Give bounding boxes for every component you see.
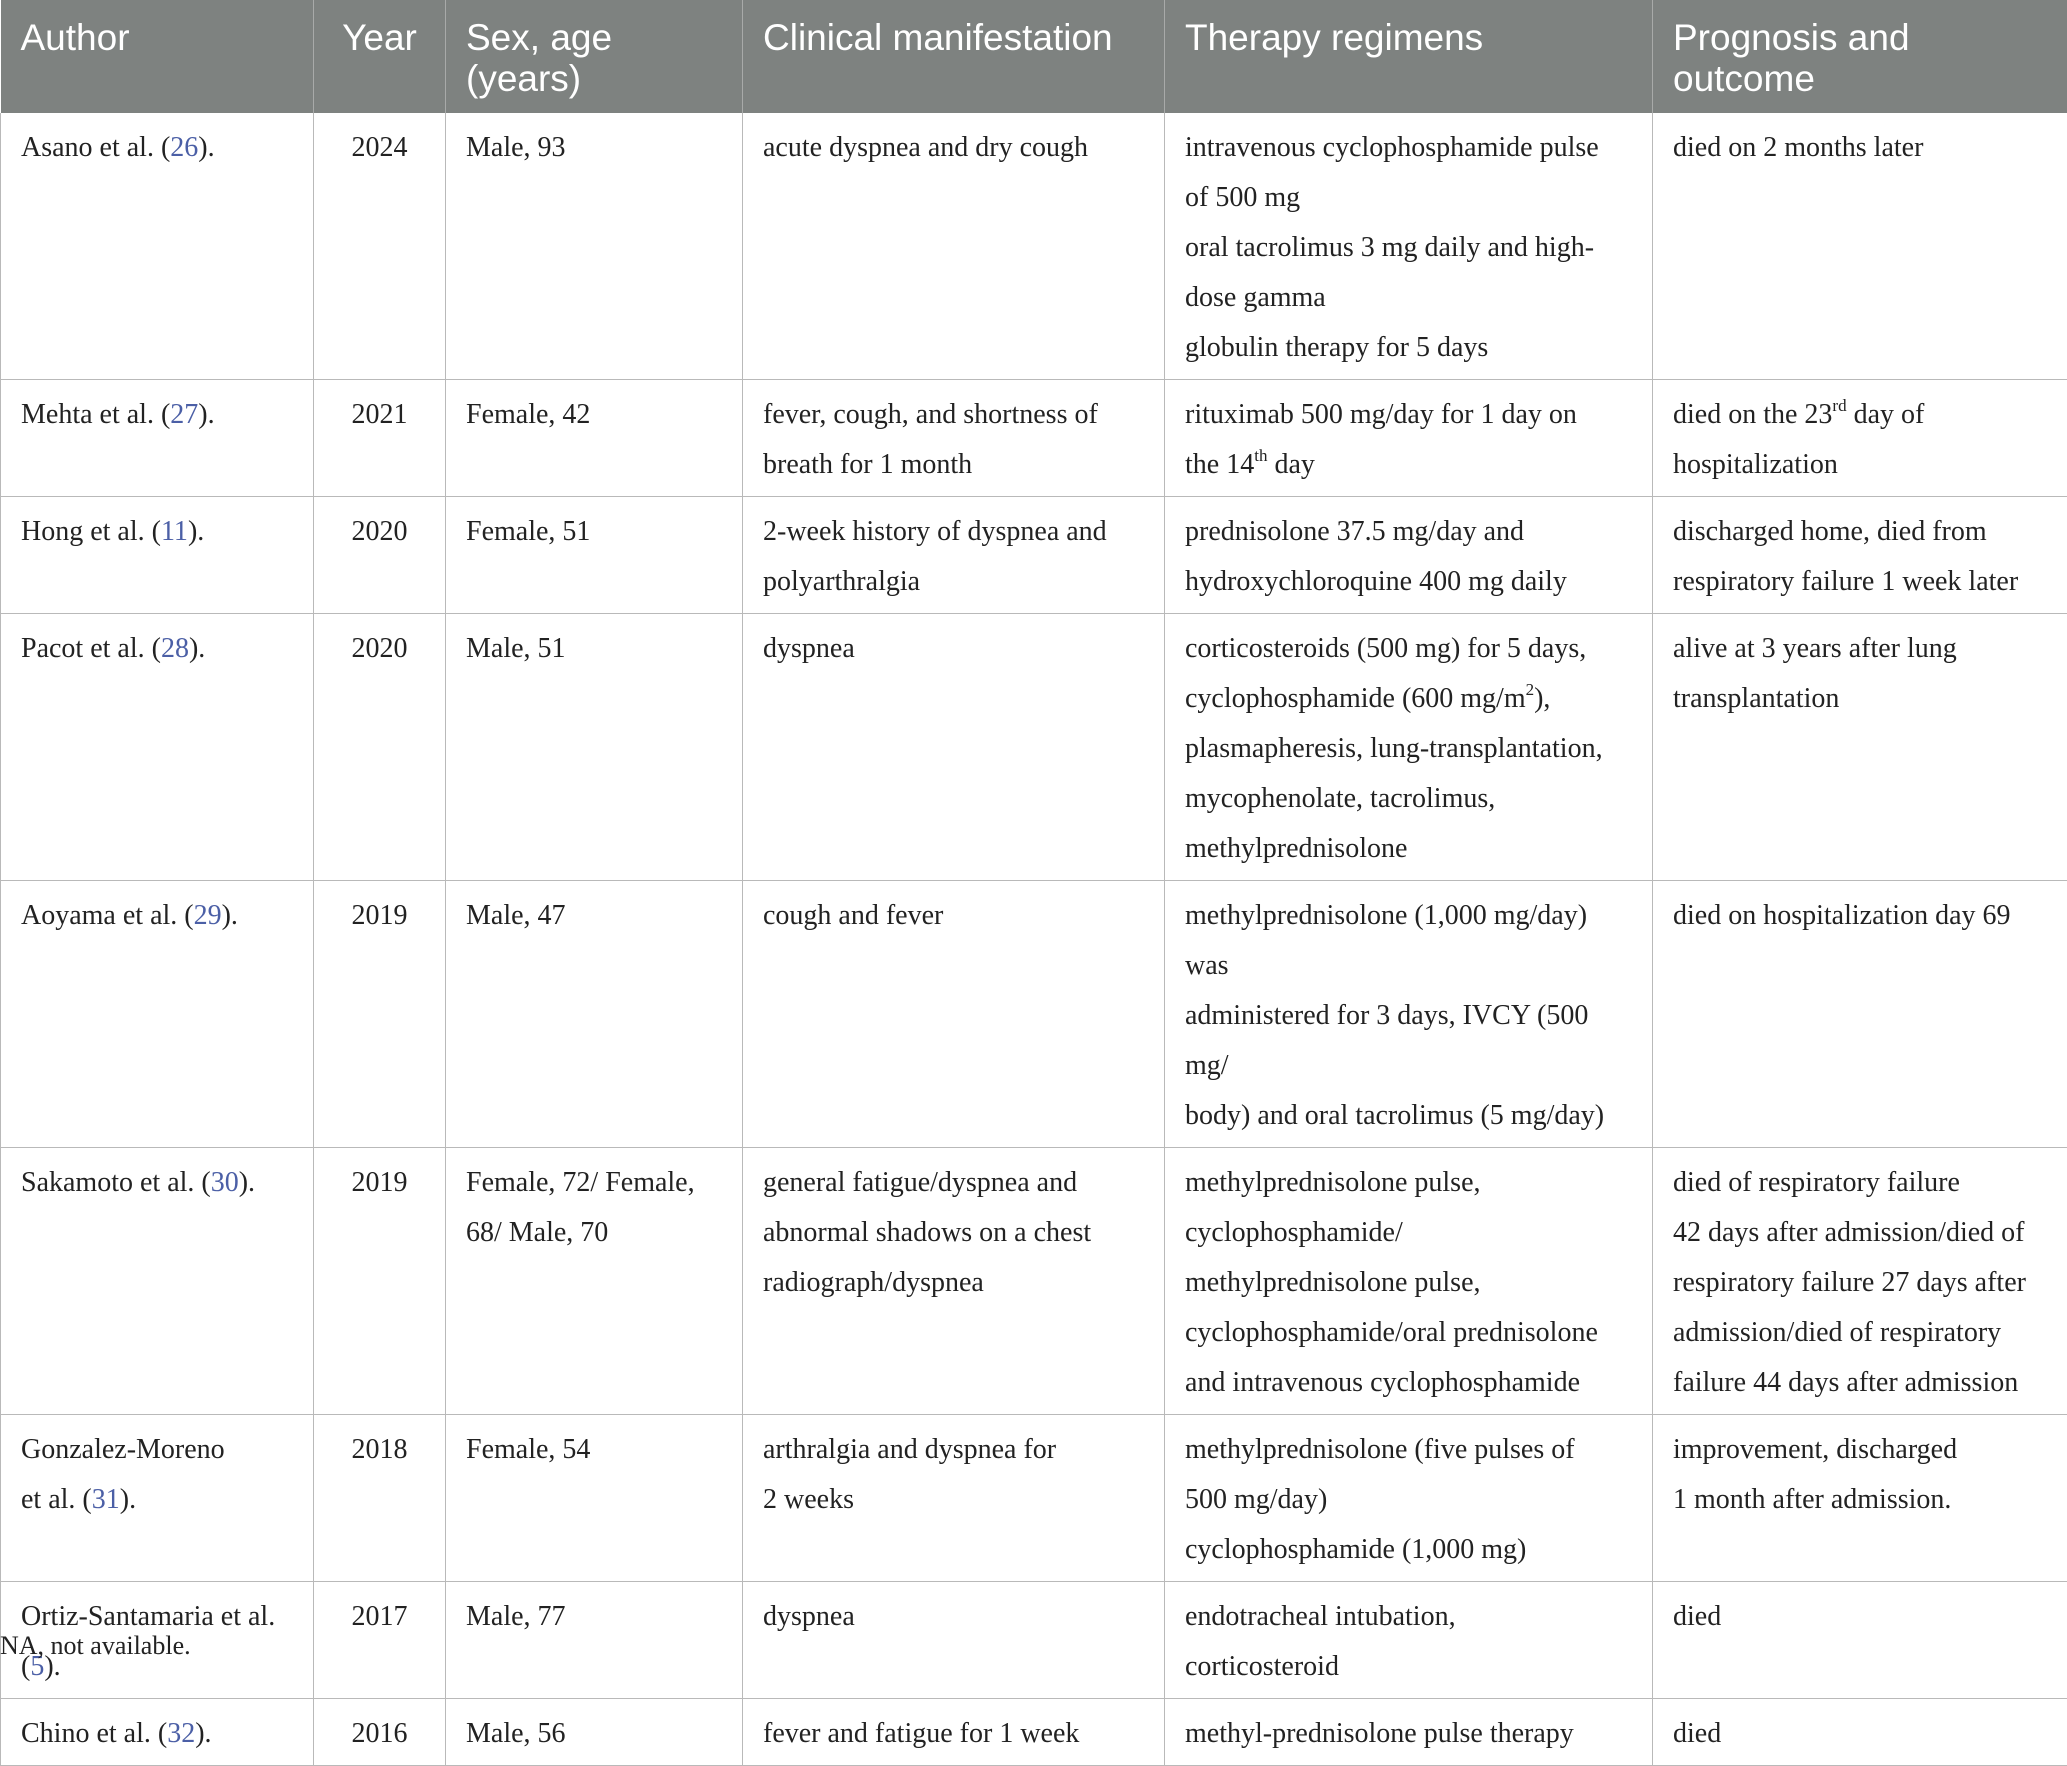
sex-age-cell: Female, 72/ Female, 68/ Male, 70 — [446, 1148, 743, 1415]
table-row — [1, 497, 2067, 614]
therapy-cell: methylprednisolone (1,000 mg/day) was administered for 3 days, IVCY (500 mg/ body) and oral tacrolimus (5 mg/day) — [1165, 881, 1653, 1148]
reference-link[interactable]: 29 — [194, 900, 222, 931]
sex-age-cell: Male, 51 — [446, 614, 743, 881]
author-cell: Ortiz-Santamaria et al. (5). — [1, 1582, 314, 1699]
author-cell: Gonzalez-Moreno et al. (31). — [1, 1415, 314, 1582]
table-row — [1, 614, 2067, 881]
clinical-cell: acute dyspnea and dry cough — [743, 113, 1165, 380]
author-cell: Asano et al. (26). — [1, 113, 314, 380]
reference-link[interactable]: 30 — [211, 1167, 239, 1198]
outcome-cell: died — [1653, 1582, 2067, 1699]
outcome-cell: died on 2 months later — [1653, 113, 2067, 380]
author-cell: Hong et al. (11). — [1, 497, 314, 614]
reference-link[interactable]: 5 — [30, 1651, 44, 1682]
outcome-cell: died — [1653, 1699, 2067, 1766]
sex-age-cell: Male, 47 — [446, 881, 743, 1148]
author-cell: Mehta et al. (27). — [1, 380, 314, 497]
header-prognosis — [1653, 0, 2067, 113]
clinical-cell: fever and fatigue for 1 week — [743, 1699, 1165, 1766]
year-cell: 2021 — [314, 380, 446, 497]
header-sex-age — [446, 0, 743, 113]
therapy-cell: prednisolone 37.5 mg/day and hydroxychloroquine 400 mg daily — [1165, 497, 1653, 614]
therapy-cell: rituximab 500 mg/day for 1 day on the 14th day — [1165, 380, 1653, 497]
header-sex-age-line1: Sex, age — [466, 17, 722, 58]
therapy-cell: methylprednisolone pulse, cyclophosphamide/ methylprednisolone pulse, cyclophosphamide/oral prednisolone and intravenous cyclophosphamide — [1165, 1148, 1653, 1415]
reference-link[interactable]: 31 — [92, 1484, 120, 1515]
sex-age-cell: Female, 54 — [446, 1415, 743, 1582]
clinical-cell: 2-week history of dyspnea and polyarthralgia — [743, 497, 1165, 614]
sex-age-cell: Male, 77 — [446, 1582, 743, 1699]
year-cell: 2024 — [314, 113, 446, 380]
table-row — [1, 1415, 2067, 1582]
clinical-cell: arthralgia and dyspnea for 2 weeks — [743, 1415, 1165, 1582]
author-cell: Aoyama et al. (29). — [1, 881, 314, 1148]
sex-age-cell: Male, 56 — [446, 1699, 743, 1766]
table-header-row — [1, 0, 2067, 113]
therapy-cell: intravenous cyclophosphamide pulse of 500 mg oral tacrolimus 3 mg daily and high- dose gamma globulin therapy for 5 days — [1165, 113, 1653, 380]
sex-age-cell: Female, 42 — [446, 380, 743, 497]
year-cell: 2017 — [314, 1582, 446, 1699]
table-row — [1, 881, 2067, 1148]
reference-link[interactable]: 28 — [161, 633, 189, 664]
year-cell: 2019 — [314, 1148, 446, 1415]
clinical-cell: dyspnea — [743, 1582, 1165, 1699]
header-therapy: Therapy regimens — [1165, 0, 1653, 113]
table-row — [1, 113, 2067, 380]
header-prognosis-line1: Prognosis and — [1673, 17, 2048, 58]
reference-link[interactable]: 11 — [161, 516, 188, 547]
outcome-cell: discharged home, died from respiratory failure 1 week later — [1653, 497, 2067, 614]
author-cell: Sakamoto et al. (30). — [1, 1148, 314, 1415]
sex-age-cell: Male, 93 — [446, 113, 743, 380]
author-cell: Chino et al. (32). — [1, 1699, 314, 1766]
reference-link[interactable]: 26 — [170, 132, 198, 163]
year-cell: 2020 — [314, 614, 446, 881]
header-clinical: Clinical manifestation — [743, 0, 1165, 113]
clinical-cell: fever, cough, and shortness of breath for 1 month — [743, 380, 1165, 497]
reference-link[interactable]: 32 — [167, 1718, 195, 1749]
sex-age-cell: Female, 51 — [446, 497, 743, 614]
year-cell: 2016 — [314, 1699, 446, 1766]
table-row — [1, 1699, 2067, 1766]
reference-link[interactable]: 27 — [170, 399, 198, 430]
header-prognosis-line2: outcome — [1673, 58, 2048, 99]
header-sex-age-line2: (years) — [466, 58, 722, 99]
outcome-cell: died on hospitalization day 69 — [1653, 881, 2067, 1148]
table-row — [1, 380, 2067, 497]
table-row — [1, 1582, 2067, 1699]
therapy-cell: methylprednisolone (five pulses of 500 mg/day) cyclophosphamide (1,000 mg) — [1165, 1415, 1653, 1582]
year-cell: 2019 — [314, 881, 446, 1148]
table-footnote: NA, not available. — [0, 1631, 191, 1661]
clinical-cell: dyspnea — [743, 614, 1165, 881]
table-row — [1, 1148, 2067, 1415]
outcome-cell: died of respiratory failure 42 days after admission/died of respiratory failure 27 days after admission/died of respiratory failure 44 days after admission — [1653, 1148, 2067, 1415]
year-cell: 2020 — [314, 497, 446, 614]
header-author: Author — [1, 0, 314, 113]
clinical-cell: general fatigue/dyspnea and abnormal shadows on a chest radiograph/dyspnea — [743, 1148, 1165, 1415]
therapy-cell: endotracheal intubation, corticosteroid — [1165, 1582, 1653, 1699]
outcome-cell: died on the 23rd day of hospitalization — [1653, 380, 2067, 497]
clinical-cell: cough and fever — [743, 881, 1165, 1148]
therapy-cell: methyl-prednisolone pulse therapy — [1165, 1699, 1653, 1766]
header-year: Year — [314, 0, 446, 113]
author-cell: Pacot et al. (28). — [1, 614, 314, 881]
outcome-cell: alive at 3 years after lung transplantation — [1653, 614, 2067, 881]
outcome-cell: improvement, discharged 1 month after admission. — [1653, 1415, 2067, 1582]
therapy-cell: corticosteroids (500 mg) for 5 days, cyclophosphamide (600 $mg/m^2$), plasmapheresis, lung-transplantation, mycophenolate, tacrolimus, methylprednisolone — [1165, 614, 1653, 881]
year-cell: 2018 — [314, 1415, 446, 1582]
